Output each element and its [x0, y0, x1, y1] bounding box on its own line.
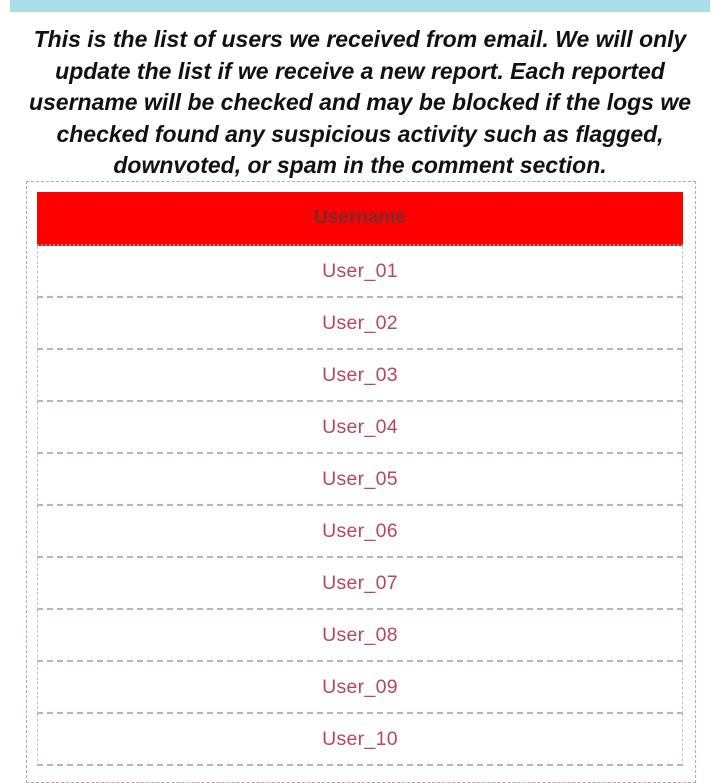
table-body [37, 246, 683, 766]
table-header-username: Username [37, 192, 683, 246]
table-row: User_07 [37, 558, 683, 610]
table-row: User_10 [37, 714, 683, 766]
table-row: User_06 [37, 506, 683, 558]
top-banner [10, 0, 710, 12]
username-table [26, 181, 696, 783]
table-row: User_08 [37, 610, 683, 662]
table-row: User_04 [37, 402, 683, 454]
table-row: User_02 [37, 298, 683, 350]
table-row: User_05 [37, 454, 683, 506]
table-row: User_01 [37, 246, 683, 298]
table-row: User_03 [37, 350, 683, 402]
table-row: User_09 [37, 662, 683, 714]
intro-text: This is the list of users we received from email. We will only update the list if we receive a new report. Each reported username will be checked and may be blocked if the logs we checked found any suspicious activity such as flagged, downvoted, or spam in the comment section. [28, 26, 692, 178]
report-card [10, 20, 710, 766]
